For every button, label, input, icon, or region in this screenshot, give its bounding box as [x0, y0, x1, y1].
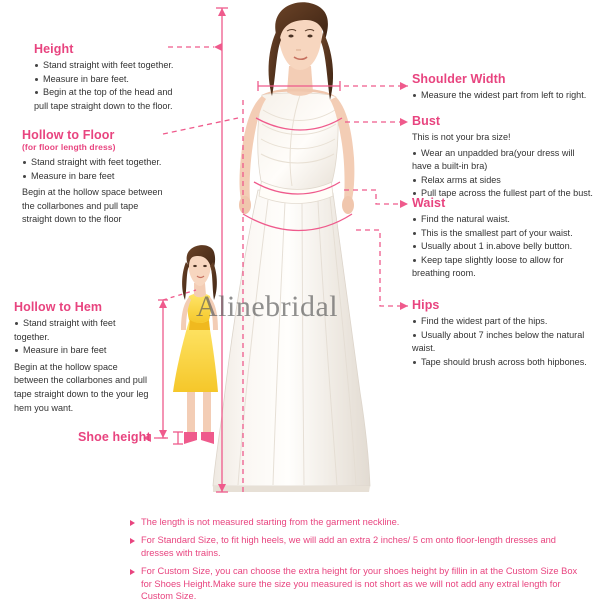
bottom-notes — [130, 516, 585, 608]
list-item: together. — [14, 331, 50, 342]
list-item: straight down to the floor — [22, 214, 122, 225]
list-item: tape straight down to the your leg — [14, 388, 149, 399]
measurement-shoulder-width-list — [412, 89, 597, 102]
list-item: Stand straight with feet together. — [34, 59, 219, 72]
measurement-hips-title: Hips — [412, 298, 440, 312]
watermark: Alinebridal — [196, 290, 339, 323]
list-item: Measure in bare feet. — [34, 73, 219, 86]
list-item: Begin at the hollow space — [14, 361, 118, 372]
list-item: Measure the widest part from left to right. — [412, 89, 597, 102]
measurement-height-list — [34, 59, 219, 112]
measurement-height — [34, 42, 219, 113]
measurement-hips-list — [412, 315, 598, 368]
list-item: breathing room. — [412, 268, 476, 279]
measurement-hollow-to-hem-title: Hollow to Hem — [14, 300, 103, 314]
measurement-hollow-to-hem-list — [14, 317, 172, 414]
list-item: Usually about 7 inches below the natural — [412, 329, 598, 342]
list-item: pull tape straight down to the floor. — [34, 100, 173, 111]
measurement-shoulder-width-title: Shoulder Width — [412, 72, 506, 86]
note-neckline: The length is not measured starting from the garment neckline. — [130, 516, 585, 528]
list-item: Pull tape across the fullest part of the bust. — [412, 187, 598, 200]
list-item: between the collarbones and pull — [14, 375, 147, 386]
measurement-bust-title: Bust — [412, 114, 441, 128]
measurement-shoe-height — [78, 430, 151, 447]
measurement-hollow-to-floor — [22, 128, 222, 227]
measurement-bust-list — [412, 131, 598, 200]
list-item: Tape should brush across both hipbones. — [412, 356, 598, 369]
bride-figure — [213, 2, 370, 492]
measurement-waist-title: Waist — [412, 196, 446, 210]
measurement-hips — [412, 298, 598, 369]
measurement-hollow-to-hem — [14, 300, 172, 415]
measurement-waist-list — [412, 213, 598, 280]
measurement-shoulder-width — [412, 72, 597, 103]
list-item: hem you want. — [14, 402, 74, 413]
list-item: This is not your bra size! — [412, 132, 511, 142]
note-standard-size: For Standard Size, to fit high heels, we will add an extra 2 inches/ 5 cm onto floor-length dresses and dresses with trains. — [130, 534, 585, 559]
list-item: waist. — [412, 343, 436, 354]
list-item: Measure in bare feet — [22, 170, 222, 183]
list-item: Stand straight with feet — [14, 317, 172, 330]
list-item: Usually about 1 in.above belly button. — [412, 240, 598, 253]
measurement-bust — [412, 114, 598, 201]
short-dress-figure — [173, 245, 218, 444]
list-item: Begin at the top of the head and — [34, 86, 219, 99]
list-item: Find the natural waist. — [412, 213, 598, 226]
list-item: Find the widest part of the hips. — [412, 315, 598, 328]
measurement-hollow-to-floor-title: Hollow to Floor — [22, 128, 115, 142]
measurement-hollow-to-floor-subtitle: (for floor length dress) — [22, 142, 116, 152]
measurement-waist — [412, 196, 598, 281]
list-item: have a built-in bra) — [412, 161, 488, 172]
list-item: Relax arms at sides — [412, 174, 598, 187]
measurement-hollow-to-floor-list — [22, 156, 222, 226]
note-custom-size: For Custom Size, you can choose the extra height for your shoes height by fillin in at the Custom Size Box for Shoes Height.Make sure the size you measured is not short as we will not add any extral length for Custom Size. — [130, 565, 585, 602]
list-item: Measure in bare feet — [14, 344, 172, 357]
list-item: Stand straight with feet together. — [22, 156, 222, 169]
measurement-shoe-height-title: Shoe height — [78, 430, 151, 444]
list-item: the collarbones and pull tape — [22, 200, 139, 211]
list-item: This is the smallest part of your waist. — [412, 227, 598, 240]
list-item: Begin at the hollow space between — [22, 187, 163, 198]
list-item: Wear an unpadded bra(your dress will — [412, 147, 598, 160]
list-item: Keep tape slightly loose to allow for — [412, 254, 598, 267]
measurement-height-title: Height — [34, 42, 74, 56]
